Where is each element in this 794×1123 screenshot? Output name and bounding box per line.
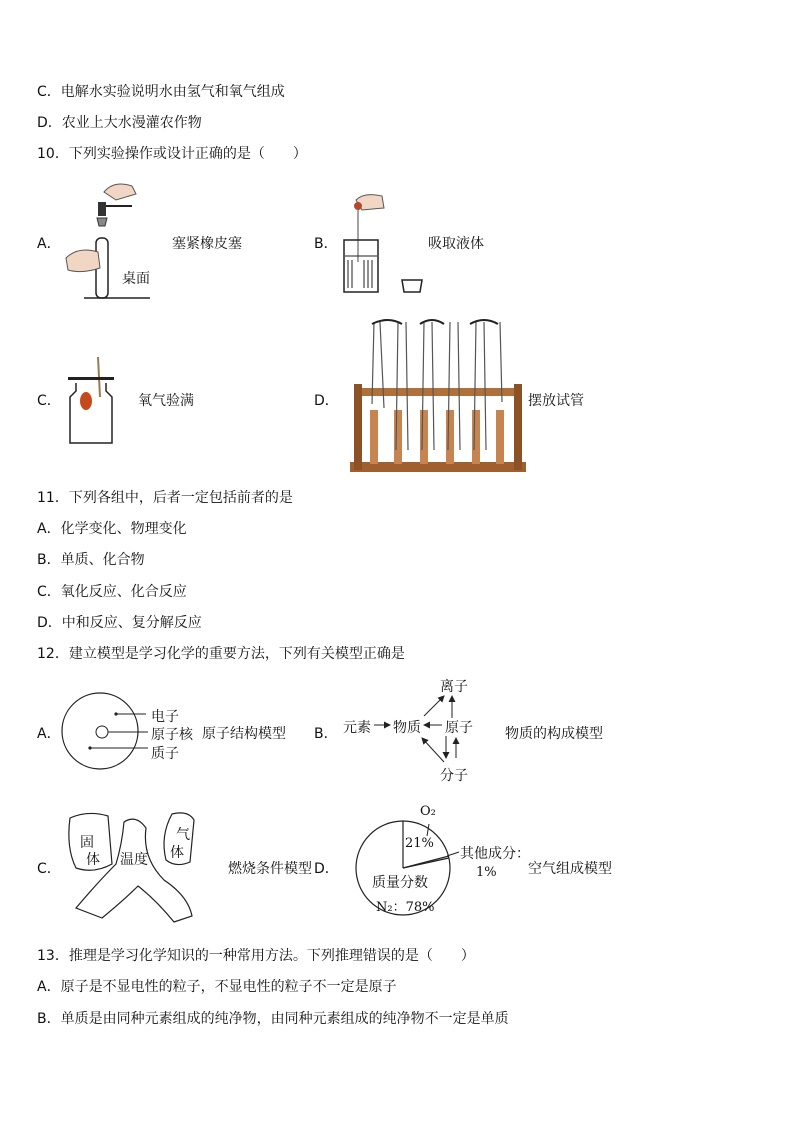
q12-b-atom: 原子 [445,720,473,736]
q12-d-other-percent: 1% [476,865,497,880]
q13-option-a: A．原子是不显电性的粒子，不显电性的粒子不一定是原子 [37,979,397,995]
q11-stem: 11．下列各组中，后者一定包括前者的是 [37,490,293,506]
q12-d-other: 其他成分： [460,846,530,862]
q12-b-element: 元素 [343,720,371,736]
q12-c-label: C． [37,861,61,877]
q12-c-solid-2: 体 [86,852,100,868]
q10-a-label: A． [37,236,61,252]
q10-a-caption: 塞紧橡皮塞 [172,236,242,252]
q12-d-o2: O₂ [420,804,436,819]
q12-c-solid-1: 固 [80,835,94,851]
q11-option-d: D．中和反应、复分解反应 [37,615,202,631]
q12-c-temperature: 温度 [120,852,148,868]
q11-option-c: C．氧化反应、化合反应 [37,584,187,600]
q10-b-figure [342,192,432,296]
q12-a-electron: 电子 [151,709,179,725]
q9-option-d: D．农业上大水漫灌农作物 [37,115,202,131]
q10-b-caption: 吸取液体 [428,236,484,252]
q12-d-mass-fraction: 质量分数 [372,875,428,891]
q12-d-o2-percent: 21% [405,836,434,851]
q10-c-caption: 氧气验满 [138,393,194,409]
q12-c-caption: 燃烧条件模型 [228,861,312,877]
q12-a-label: A． [37,726,61,742]
q12-stem: 12．建立模型是学习化学的重要方法，下列有关模型正确是 [37,646,405,662]
q10-d-caption: 摆放试管 [528,393,584,409]
q12-b-ion: 离子 [440,679,468,695]
q12-b-molecule: 分子 [440,768,468,784]
q10-stem: 10．下列实验操作或设计正确的是（ ） [37,146,307,162]
q12-b-substance: 物质 [393,720,421,736]
q12-b-caption: 物质的构成模型 [505,726,603,742]
q12-a-proton: 质子 [151,746,179,762]
q13-stem: 13．推理是学习化学知识的一种常用方法。下列推理错误的是（ ） [37,948,475,964]
q12-b-arrows [370,690,480,770]
q12-b-label: B． [314,726,338,742]
q10-a-desk: 桌面 [122,271,150,287]
q12-d-n2: N₂：78% [376,900,435,915]
q12-a-nucleus: 原子核 [151,727,193,743]
q10-d-figure [350,318,526,474]
q12-c-gas-2: 体 [170,845,184,861]
q12-d-caption: 空气组成模型 [528,861,612,877]
q10-b-label: B． [314,236,338,252]
q12-a-caption: 原子结构模型 [202,726,286,742]
q12-d-label: D． [314,861,339,877]
q10-d-label: D． [314,393,339,409]
q12-c-gas-1: 气 [176,827,190,843]
q13-option-b: B．单质是由同种元素组成的纯净物，由同种元素组成的纯净物不一定是单质 [37,1011,509,1027]
q10-c-label: C． [37,393,61,409]
q9-option-c: C．电解水实验说明水由氢气和氧气组成 [37,84,285,100]
q10-c-figure [66,355,116,447]
q11-option-a: A．化学变化、物理变化 [37,521,187,537]
q11-option-b: B．单质、化合物 [37,552,145,568]
